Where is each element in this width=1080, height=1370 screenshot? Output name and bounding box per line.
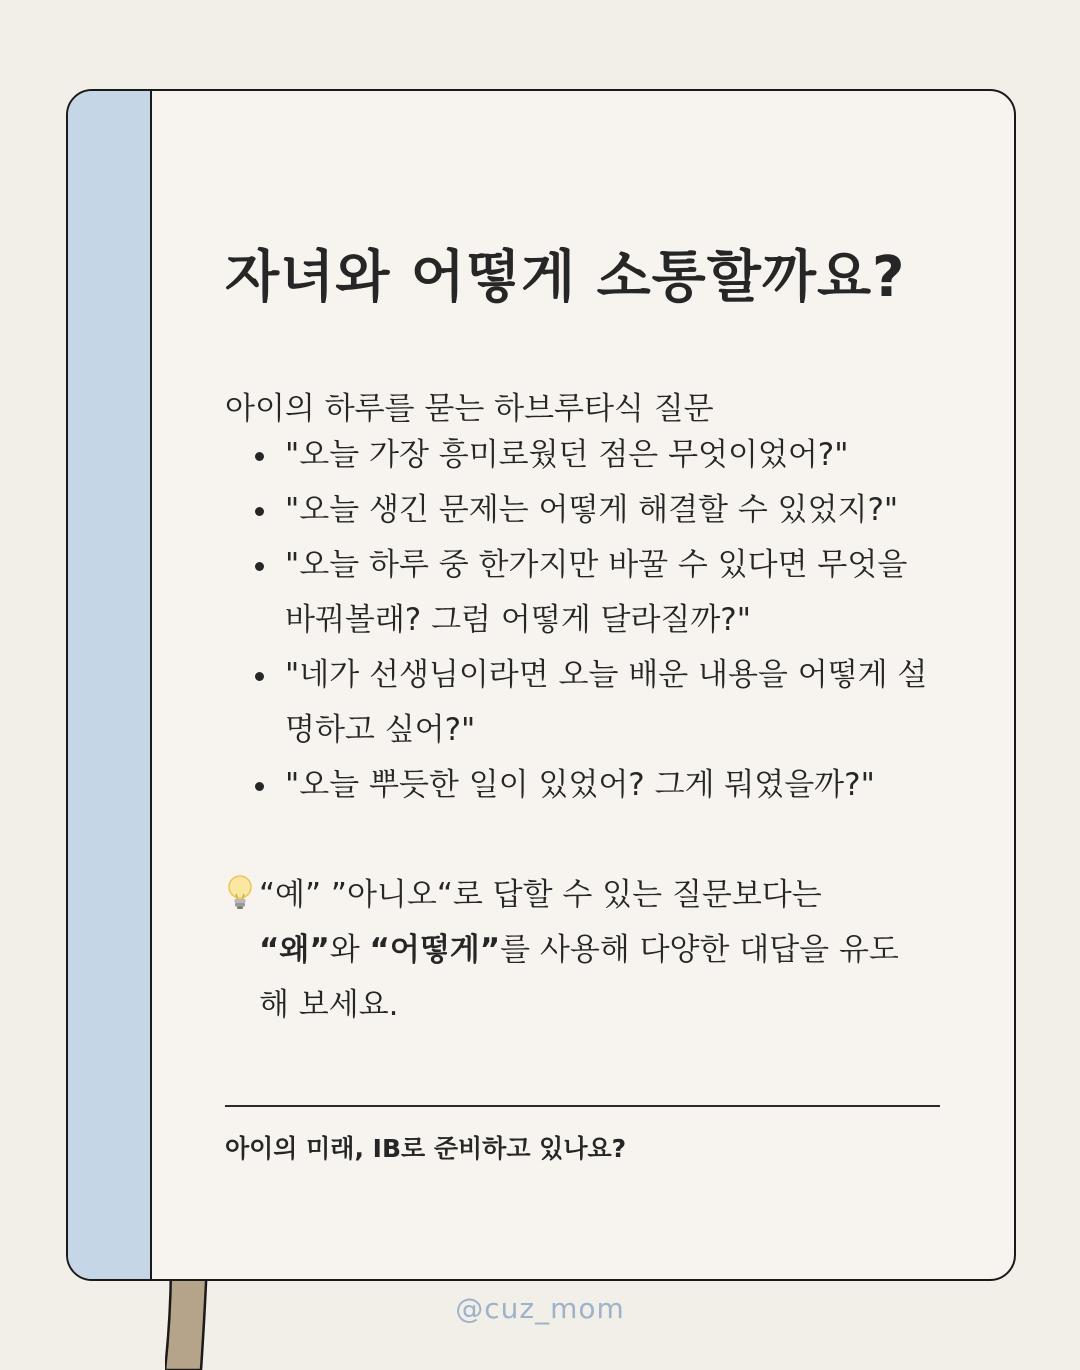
author-handle: @cuz_mom	[455, 1292, 625, 1325]
question-text: "오늘 생긴 문제는 어떻게 해결할 수 있었지?"	[285, 492, 899, 528]
tip-text-part: 와	[329, 932, 370, 968]
question-text: "오늘 하루 중 한가지만 바꿀 수 있다면 무엇을 바꿔볼래? 그럼 어떻게 달라질까?"	[285, 547, 908, 638]
question-list	[225, 428, 945, 813]
bullet-icon	[255, 507, 264, 516]
list-item	[225, 538, 945, 648]
notebook-content	[225, 91, 942, 1279]
list-item	[225, 648, 945, 758]
tip-text	[259, 868, 919, 1033]
list-item	[225, 758, 945, 813]
footer-caption: 아이의 미래, IB로 준비하고 있나요?	[225, 1134, 627, 1163]
notebook-card	[66, 89, 1016, 1281]
tip-text-part: “예” ”아니오“로 답할 수 있는 질문보다는	[259, 877, 822, 913]
section-subtitle: 아이의 하루를 묻는 하브루타식 질문	[225, 391, 714, 427]
tip-box	[225, 868, 945, 1033]
tip-emphasis-how: “어떻게”	[369, 932, 501, 968]
notebook-spine	[68, 91, 152, 1279]
question-text: "네가 선생님이라면 오늘 배운 내용을 어떻게 설명하고 싶어?"	[285, 657, 928, 748]
lightbulb-icon	[225, 868, 259, 923]
bullet-icon	[255, 562, 264, 571]
page-title: 자녀와 어떻게 소통할까요?	[225, 245, 906, 310]
bullet-icon	[255, 782, 264, 791]
tip-text-part: 를 사용해 다양한 대답을 유도해 보세요.	[259, 932, 899, 1023]
list-item	[225, 428, 945, 483]
bullet-icon	[255, 672, 264, 681]
divider	[225, 1105, 940, 1107]
question-text: "오늘 가장 흥미로웠던 점은 무엇이었어?"	[285, 437, 849, 473]
tip-emphasis-why: “왜”	[259, 932, 330, 968]
bullet-icon	[255, 452, 264, 461]
list-item	[225, 483, 945, 538]
question-text: "오늘 뿌듯한 일이 있었어? 그게 뭐였을까?"	[285, 767, 875, 803]
